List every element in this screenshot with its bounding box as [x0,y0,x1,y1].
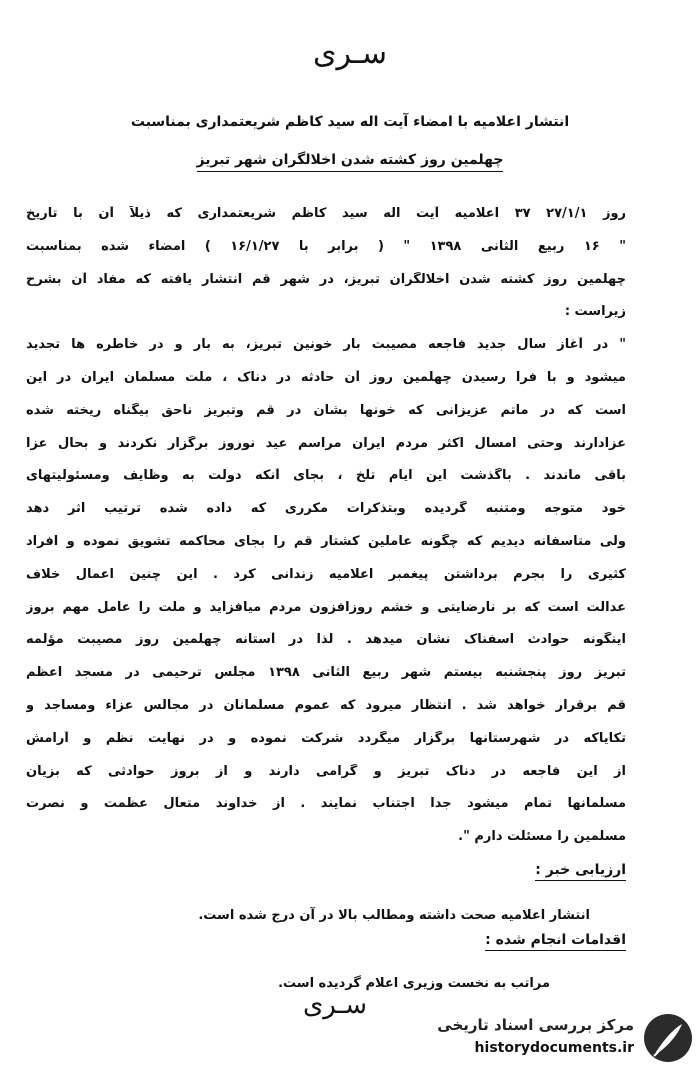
evaluation-text: انتشار اعلامیه صحت داشته ومطالب بالا در آن درج شده است. [198,908,590,923]
watermark-url[interactable]: historydocuments.ir [474,1040,634,1056]
document-title-line-2-text: چهلمین روز کشته شدن اخلالگران شهر تبریز [197,152,504,172]
quill-pen-logo-icon [642,1012,694,1064]
body-line: از این فاجعه در دناک تبریز و گرامی دارند و از بروز حوادثی که بزیان [26,763,626,779]
body-line: مسلمین را مسئلت دارم ". [458,829,626,845]
body-line: میشود و با فرا رسیدن چهلمین روز آن حادثه در دناک ، ملت مسلمان ایران در این [26,370,626,385]
body-line: قم برقرار خواهد شد . انتظار میرود که عموم مسلمانان در مجالس عزاء ومساجد و [26,698,626,713]
body-line: عدالت است که بر نارضایتی و خشم روزافزون مردم میافزاید و ملت را عامل مهم بروز [26,599,626,615]
body-line: " ۱۶ ربیع الثانی ۱۳۹۸ " ( برابر با ۱۶/۱/۲۷ ) امضاء شده بمناسبت [26,238,626,254]
body-line: تکایاکه در شهرستانها برگزار میگردد شرکت نموده و در نهایت نظم و آرامش [26,730,626,746]
body-line: باقی ماندند . باگذشت این ایام تلخ ، بجای آنکه دولت به وظایف ومسئولیتهای [26,468,626,484]
body-line: خود متوجه ومتنبه گردیده وبتذکرات مکرری که داده شده ترتیب اثر دهد [26,501,626,517]
classification-stamp-top: سـری [313,36,387,71]
body-line: " در آغاز سال جدید فاجعه مصیبت بار خونین تبریز، به بار و در خاطره ها تجدید [26,337,626,353]
watermark-title: مرکز بررسی اسناد تاریخی [437,1016,634,1034]
body-line: روز ۲۷/۱/۱ ۳۷ اعلامیه آیت اله سید کاظم شریعتمداری که ذیلاً آن با تاریخ [26,206,626,221]
body-line: کثیری را بجرم برداشتن پیغمبر اعلامیه زندانی کرد . این چنین اعمال خلاف [26,566,626,582]
document-title-line-1: انتشار اعلامیه با امضاء آیت اله سید کاظم شریعتمداری بمناسبت [130,114,570,130]
classification-stamp-bottom: سـری [302,990,368,1020]
body-line: عزادارند وحتی امسال اکثر مردم ایران مراسم عید نوروز برگزار نکردند و بحال عزا [26,435,626,451]
body-line: مسلمانها تمام میشود جداً اجتناب نمایند . از خداوند متعال عظمت و نصرت [26,796,626,812]
watermark [432,1010,694,1066]
body-line: تبریز روز پنجشنبه بیستم شهر ربیع الثانی ۱۳۹۸ مجلس ترحیمی در مسجد اعظم [26,665,626,681]
evaluation-label: ارزیابی خبر : [535,862,626,881]
actions-taken-text: مراتب به نخست وزیری اعلام گردیده است. [278,976,550,991]
body-line: است که در ماتم عزیزانی که خونها بشان در قم وتبریز ناحق بیگناه ریخته شده [26,402,626,418]
body-line: ولی متاسفانه دیدیم که چگونه عاملین کشتار قم را بجای محاکمه تشویق نموده و افراد [26,534,626,549]
body-line: زیراست : [564,304,626,320]
document-title-line-2 [60,152,640,168]
body-line: اینگونه حوادث اسفناک نشان میدهد . لذا در آستانه چهلمین روز مصیبت مؤلمه [26,632,626,648]
body-line: چهلمین روز کشته شدن اخلالگران تبریز، در شهر قم انتشار یافته که مفاد آن بشرح [26,271,626,287]
actions-taken-label: اقدامات انجام شده : [485,932,626,951]
